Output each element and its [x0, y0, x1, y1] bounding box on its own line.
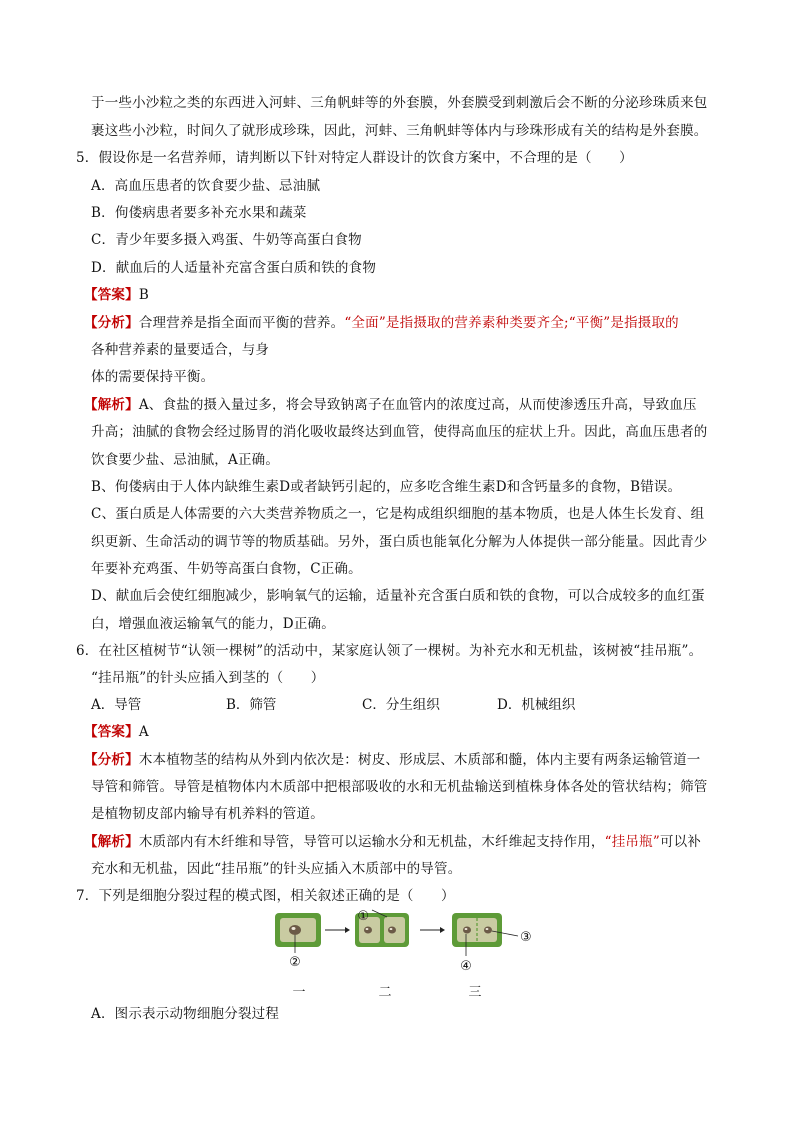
q5-explain-line-9: 白，增强血液运输氧气的能力，D正确。: [91, 616, 335, 632]
label-4: ④: [460, 959, 472, 974]
q6-option-a: A．导管: [91, 697, 142, 713]
q5-stem: 5．假设你是一名营养师，请判断以下针对特定人群设计的饮食方案中，不合理的是（ ）: [76, 150, 633, 166]
q5-explain-line-4: B、佝偻病由于人体内缺维生素D或者缺钙引起的，应多吃含维生素D和含钙量多的食物，B错误。: [91, 479, 682, 495]
q6-answer-value: A: [138, 724, 149, 740]
q6-analysis-line-2: 导管和筛管。导管是植物体内木质部中把根部吸收的水和无机盐输送到植株身体各处的管状结构；筛管: [91, 779, 708, 795]
q6-analysis-text-1: 木本植物茎的结构从外到内依次是：树皮、形成层、木质部和髓，体内主要有两条运输管道一: [138, 752, 701, 768]
q6-explain-c: 可以补: [659, 834, 702, 850]
q5-option-a: A．高血压患者的饮食要少盐、忌油腻: [91, 178, 321, 194]
q5-explain-line-1: [84, 395, 697, 415]
q6-analysis-line-3: 是植物韧皮部内输导有机养料的管道。: [91, 806, 324, 822]
q5-explain-text-1: A、食盐的摄入量过多，将会导致钠离子在血管内的浓度过高，从而使渗透压升高，导致血压: [138, 397, 697, 413]
q6-stem-line-1: 6．在社区植树节“认领一棵树”的活动中，某家庭认领了一棵树。为补充水和无机盐，该树被“挂吊瓶”。: [76, 643, 703, 659]
q6-explain-line-1: [84, 832, 701, 852]
stage-2-caption: 二: [378, 985, 392, 1000]
label-2: ②: [289, 955, 301, 970]
analysis-tag: 【分析】: [84, 752, 139, 768]
q5-explain-line-7: 年要补充鸡蛋、牛奶等高蛋白食物，C正确。: [91, 561, 362, 577]
cell-division-diagram: [270, 908, 550, 1003]
q5-analysis-line-1: [84, 313, 679, 333]
answer-tag: 【答案】: [84, 287, 139, 303]
q5-explain-line-8: D、献血后会使红细胞减少，影响氧气的运输，适量补充含蛋白质和铁的食物，可以合成较多的血红蛋: [91, 588, 705, 604]
q7-stem: 7．下列是细胞分裂过程的模式图，相关叙述正确的是（ ）: [76, 888, 455, 904]
q5-analysis-c: “平衡”是指摄取的: [568, 315, 679, 331]
q5-analysis-line-3: 体的需要保持平衡。: [91, 369, 215, 385]
stage-1-nucleus: [289, 925, 301, 935]
q5-option-b: B．佝偻病患者要多补充水果和蔬菜: [91, 205, 307, 221]
answer-tag: 【答案】: [84, 724, 139, 740]
q5-analysis-b: “全面”是指摄取的营养素种类要齐全;: [344, 315, 569, 331]
intro-line-1: 于一些小沙粒之类的东西进入河蚌、三角帆蚌等的外套膜，外套膜受到刺激后会不断的分泌珍珠质来包: [91, 95, 708, 111]
q6-explain-a: 木质部内有木纤维和导管，导管可以运输水分和无机盐，木纤维起支持作用，: [138, 834, 605, 850]
q5-explain-line-6: 织更新、生命活动的调节等的物质基础。另外，蛋白质也能氧化分解为人体提供一部分能量。因此青少: [91, 534, 708, 550]
q5-explain-line-5: C、蛋白质是人体需要的六大类营养物质之一，它是构成组织细胞的基本物质，也是人体生长发育、组: [91, 506, 705, 522]
stage-2-nucleus-left: [364, 927, 372, 934]
q6-option-d: D．机械组织: [497, 697, 576, 713]
explain-tag: 【解析】: [84, 834, 139, 850]
stage-2-nucleus-right: [388, 927, 396, 934]
q6-explain-b: “挂吊瓶”: [604, 834, 660, 850]
stage-3-caption: 三: [468, 985, 482, 1000]
q5-explain-line-2: 升高；油腻的食物会经过肠胃的消化吸收最终达到血管，使得高血压的症状上升。因此，高血压患者的: [91, 424, 708, 440]
analysis-tag: 【分析】: [84, 315, 139, 331]
q5-explain-line-3: 饮食要少盐、忌油腻，A正确。: [91, 452, 280, 468]
q5-option-d: D．献血后的人适量补充富含蛋白质和铁的食物: [91, 260, 377, 276]
stage-3-nucleus-right: [484, 927, 492, 934]
q6-option-c: C．分生组织: [362, 697, 440, 713]
stage-3-nucleus-left: [463, 927, 471, 934]
q5-answer-value: B: [138, 287, 149, 303]
intro-line-2: 裹这些小沙粒，时间久了就形成珍珠，因此，河蚌、三角帆蚌等体内与珍珠形成有关的结构是外套膜。: [91, 123, 708, 139]
q6-explain-line-2: 充水和无机盐，因此“挂吊瓶”的针头应插入木质部中的导管。: [91, 861, 462, 877]
q7-option-a: A．图示表示动物细胞分裂过程: [91, 1006, 280, 1022]
label-1: ①: [357, 909, 369, 924]
q6-answer: [84, 722, 149, 742]
q6-analysis-line-1: [84, 750, 701, 770]
label-3: ③: [520, 930, 532, 945]
stage-1-caption: 一: [292, 985, 306, 1000]
q5-option-c: C．青少年要多摄入鸡蛋、牛奶等高蛋白食物: [91, 232, 362, 248]
q5-analysis-line-2: 各种营养素的量要适合，与身: [91, 342, 270, 358]
q6-stem-line-2: “挂吊瓶”的针头应插入到茎的（ ）: [91, 670, 325, 686]
cell-division-figure: [270, 908, 550, 1003]
explain-tag: 【解析】: [84, 397, 139, 413]
q5-analysis-a: 合理营养是指全面而平衡的营养。: [138, 315, 345, 331]
q5-answer: [84, 285, 149, 305]
q6-option-b: B．筛管: [226, 697, 277, 713]
